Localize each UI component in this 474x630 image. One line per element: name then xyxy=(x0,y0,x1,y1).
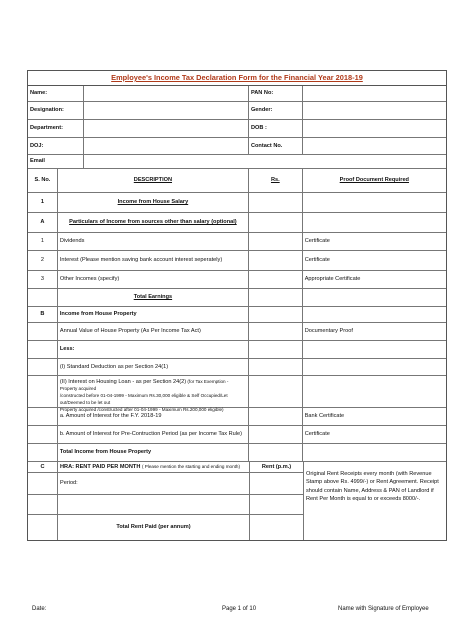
table-row xyxy=(28,359,446,376)
row-rs-field[interactable] xyxy=(249,251,303,270)
row-description: (I) Standard Deduction as per Section 24(1) xyxy=(58,359,249,375)
gender-field[interactable] xyxy=(303,102,446,119)
row-sno xyxy=(28,359,58,375)
table-row-total-rent xyxy=(28,515,303,540)
row-proof xyxy=(303,359,446,375)
header-sno: S. No. xyxy=(28,169,58,192)
form-title: Employee's Income Tax Declaration Form for the Financial Year 2018-19 xyxy=(28,71,446,86)
gender-label: Gender: xyxy=(249,102,303,119)
contact-field[interactable] xyxy=(303,138,446,154)
housing-loan-main: (II) Interest on Housing Loan - as per Section 24(2) xyxy=(59,379,187,385)
hra-left xyxy=(28,462,304,540)
designation-label: Designation: xyxy=(28,102,84,119)
row-proof: Certificate xyxy=(304,238,330,244)
row-rs-field[interactable] xyxy=(249,408,303,425)
header-rs: Rs. xyxy=(249,169,303,192)
hra-description xyxy=(58,462,250,472)
row-description: Particulars of Income from sources other than salary (optional) xyxy=(58,213,249,232)
dob-field[interactable] xyxy=(303,120,446,137)
hra-note: ( Please mention the starting and ending month) xyxy=(141,464,241,470)
department-field[interactable] xyxy=(84,120,249,137)
row-sno: 1 xyxy=(28,193,58,212)
info-row-doj xyxy=(28,138,446,155)
total-rent-title: Total Rent Paid xyxy=(116,524,157,530)
header-proof: Proof Document Required xyxy=(339,177,409,183)
table-row xyxy=(28,444,446,462)
hra-title: HRA: RENT PAID PER MONTH xyxy=(60,463,141,470)
row-description: Annual Value of House Property (As Per Income Tax Act) xyxy=(58,323,249,340)
table-row xyxy=(28,271,446,289)
row-proof xyxy=(303,307,446,322)
housing-loan-note: Property acquired /constructed after 01-04-1999 - Maximum Rs.200,000 eligible) xyxy=(59,406,224,412)
row-rs-field[interactable] xyxy=(249,271,303,288)
row-rs-field[interactable] xyxy=(249,359,303,375)
table-row xyxy=(28,213,446,233)
row-sno: 3 xyxy=(28,271,58,288)
total-earnings-label: Total Earnings xyxy=(58,289,249,306)
dob-label: DOB : xyxy=(249,120,303,137)
total-house-field[interactable] xyxy=(249,444,303,461)
row-sno: B xyxy=(28,307,58,322)
row-rs-field[interactable] xyxy=(249,426,303,443)
footer-page: Page 1 of 10 xyxy=(222,606,257,612)
header-description: DESCRIPTION xyxy=(58,169,249,192)
row-description: Income from House Salary xyxy=(58,193,249,212)
row-proof: Certificate xyxy=(304,431,330,437)
email-label: Email xyxy=(28,155,84,168)
table-row xyxy=(28,341,446,359)
table-row xyxy=(28,462,303,473)
hra-proof: Original Rent Receipts every month (with Revenue Stamp above Rs. 4999/-) or Rent Agreement. Receipt should contain Name, Address & PAN of Landlord if Rent Per Month is equal to or exceeds 8000/-. xyxy=(306,471,439,503)
table-header xyxy=(28,169,446,193)
table-row xyxy=(28,426,446,444)
row-proof xyxy=(303,193,446,212)
row-sno xyxy=(28,426,58,443)
table-row xyxy=(28,495,303,515)
row-sno: C xyxy=(28,462,58,472)
footer-signature: Name with Signature of Employee xyxy=(338,606,429,612)
housing-loan-note: (for Tax Exemption - Property acquired xyxy=(59,379,229,391)
row-sno xyxy=(28,323,58,340)
row-proof: Bank Certificate xyxy=(304,413,345,419)
pan-field[interactable] xyxy=(303,86,446,101)
row-sno xyxy=(28,515,58,540)
less-label: Less: xyxy=(58,341,249,358)
row-sno: 2 xyxy=(28,251,58,270)
row-description: Interest (Please mention saving bank account interest seperately) xyxy=(58,251,249,270)
row-description: b. Amount of Interest for Pre-Contruction Period (as per Income Tax Rule) xyxy=(58,426,249,443)
row-sno: A xyxy=(28,213,58,232)
pan-label: PAN No: xyxy=(249,86,303,101)
table-row xyxy=(28,323,446,341)
row-sno xyxy=(28,473,58,494)
footer-date: Date: xyxy=(32,606,47,612)
row-rs-field[interactable] xyxy=(249,376,303,407)
row-sno: 1 xyxy=(28,233,58,250)
row-proof: Appropriate Certificate xyxy=(304,276,361,282)
info-row-name xyxy=(28,86,446,102)
info-row-email xyxy=(28,155,446,169)
table-row xyxy=(28,307,446,323)
table-row xyxy=(28,473,303,495)
email-field[interactable] xyxy=(84,155,446,168)
period-field[interactable] xyxy=(58,495,250,514)
row-sno xyxy=(28,495,58,514)
department-label: Department: xyxy=(28,120,84,137)
total-rent-field[interactable] xyxy=(250,515,303,540)
row-proof xyxy=(303,444,446,461)
row-proof: Certificate xyxy=(304,257,330,263)
row-proof xyxy=(303,376,446,407)
row-proof xyxy=(303,213,446,232)
name-label: Name: xyxy=(28,86,84,101)
total-earnings-field[interactable] xyxy=(249,289,303,306)
row-rs-field[interactable] xyxy=(249,213,303,232)
table-row xyxy=(28,233,446,251)
designation-field[interactable] xyxy=(84,102,249,119)
table-row xyxy=(28,251,446,271)
row-rs-field[interactable] xyxy=(249,233,303,250)
rent-field[interactable] xyxy=(250,473,303,494)
info-row-designation xyxy=(28,102,446,120)
total-house-label: Total Income from House Property xyxy=(58,444,249,461)
doj-label: DOJ: xyxy=(28,138,84,154)
doj-field[interactable] xyxy=(84,138,249,154)
table-row xyxy=(28,193,446,213)
row-sno xyxy=(28,341,58,358)
row-rs-field[interactable] xyxy=(249,193,303,212)
row-description: a. Amount of Interest for the F.Y. 2018-19 xyxy=(58,408,249,425)
declaration-form xyxy=(27,70,447,541)
rent-field[interactable] xyxy=(250,495,303,514)
row-proof xyxy=(303,289,446,306)
table-row-total-earnings xyxy=(28,289,446,307)
row-rs-field xyxy=(249,341,303,358)
row-description: Dividends xyxy=(58,233,249,250)
row-sno xyxy=(28,376,58,407)
row-rs-field[interactable] xyxy=(249,323,303,340)
total-rent-label xyxy=(58,515,250,540)
housing-loan-note: /constructed before 01-04-1999 - Maximum Rs.30,000 eligible & Self Occupied/Let out/Deemed to be let out xyxy=(59,392,228,405)
table-row xyxy=(28,376,446,412)
contact-label: Contact No. xyxy=(249,138,303,154)
row-sno xyxy=(28,289,58,306)
info-row-department xyxy=(28,120,446,138)
row-description: Income from House Property xyxy=(58,307,249,322)
row-proof: Documentary Proof xyxy=(304,328,353,334)
row-rs-field[interactable] xyxy=(249,307,303,322)
row-proof xyxy=(303,341,446,358)
housing-loan-description xyxy=(58,376,249,412)
row-description: Other Incomes (specify) xyxy=(58,271,249,288)
row-sno xyxy=(28,444,58,461)
period-label: Period: xyxy=(58,473,250,494)
name-field[interactable] xyxy=(84,86,249,101)
row-sno xyxy=(28,408,58,425)
table-row xyxy=(28,408,446,426)
hra-block xyxy=(28,462,446,540)
total-rent-suffix: (per annum) xyxy=(158,524,191,530)
rent-label: Rent (p.m.) xyxy=(261,463,292,470)
